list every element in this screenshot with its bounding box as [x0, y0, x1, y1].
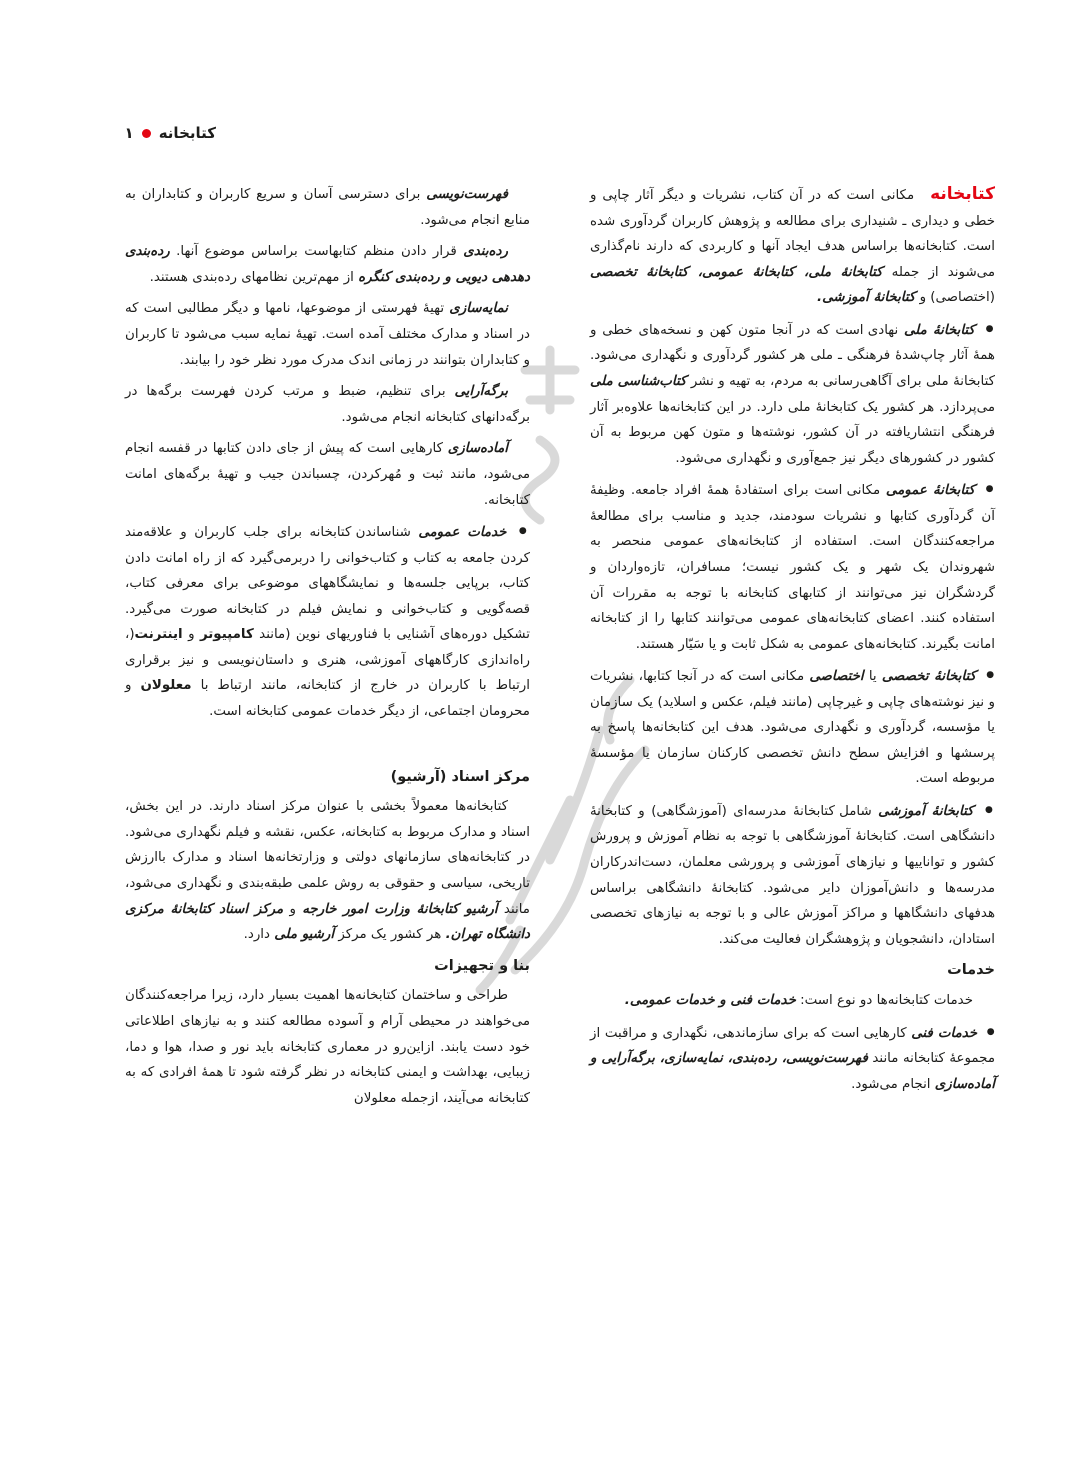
- special-library-paragraph: ● کتابخانهٔ تخصصی یا اختصاصی مکانی است که در آنجا کتابها، نشریات و نیز نوشته‌های چاپی و غیرچاپی (مانند فیلم، عکس و اسلاید) یک سازمان یا مؤسسه، گردآوری و نگهداری می‌شود. هدف این کتابخانه‌ها پاسخ به پرسشها و افزایش سطح دانش تخصصی کارکنان سازمان یا مؤسسهٔ مربوطه است.: [590, 663, 995, 792]
- classification-paragraph: رده‌بندی قرار دادن منظم کتابهاست براساس موضوع آنها. رده‌بندی دهدهی دیویی و رده‌بندی کنگره از مهم‌ترین نظامهای رده‌بندی هستند.: [125, 244, 530, 285]
- national-library-paragraph: ● کتابخانهٔ ملی نهادی است که در آنجا متون کهن و نسخه‌های خطی و همهٔ آثار چاپ‌شدهٔ فرهنگی ـ ملی هر کشور گردآوری و نگهداری می‌شود. کتابخانهٔ ملی برای آگاهی‌رسانی به مردم، به تهیه و نشر کتاب‌شناسی ملی می‌پردازد. هر کشور یک کتابخانهٔ ملی دارد. در این کتابخانه‌ها علاوه‌بر آثار فرهنگی انتشاریافته در آن کشور، نوشته‌ها و متون کهن مربوط به آن کشور در کشورهای دیگر نیز جمع‌آوری و نگهداری می‌شود.: [590, 317, 995, 471]
- technical-services-paragraph: ● خدمات فنی کارهایی است که برای سازماندهی، نگهداری و مراقبت از مجموعهٔ کتابخانه مانند فهرست‌نویسی، رده‌بندی، نمایه‌سازی، برگه‌آرایی و آماده‌سازی انجام می‌شود.: [590, 1020, 995, 1098]
- indexing-paragraph: نمایه‌سازی تهیهٔ فهرستی از موضوعها، نامها و دیگر مطالبی است که در اسناد و مدارک مختلف آمده است. تهیهٔ نمایه سبب می‌شود تا کاربران و کتابداران بتوانند در زمانی اندک مدرک مورد نظر خود را بیابند.: [125, 301, 530, 368]
- card-filing-paragraph: برگه‌آرایی برای تنظیم، ضبط و مرتب کردن فهرست برگه‌ها در برگه‌دانهای کتابخانه انجام می‌شود.: [125, 384, 530, 425]
- header-title: کتابخانه: [158, 124, 216, 142]
- archive-heading: مرکز اسناد (آرشیو): [390, 768, 530, 785]
- public-services-paragraph: ● خدمات عمومی شناساندن کتابخانه برای جلب کاربران و علاقه‌مند کردن جامعه به کتاب و کتاب‌خوانی را دربرمی‌گیرد که از راه امانت دادن کتاب، برپایی جلسه‌ها و نمایشگاههای موضوعی برای معرفی کتاب، قصه‌گویی و کتاب‌خوانی و نمایش فیلم در کتابخانه صورت می‌گیرد. تشکیل دوره‌های آشنایی با فناوریهای نوین (مانند کامپیوتر و اینترنت(، راه‌اندازی کارگاههای آموزشی، هنری و داستان‌نویسی و نیز برقراری ارتباط با کاربران در خارج از کتابخانه، مانند ارتباط با معلولان و محرومان اجتماعی، از دیگر خدمات عمومی کتابخانه است.: [125, 519, 530, 725]
- services-paragraph: خدمات کتابخانه‌ها دو نوع است: خدمات فنی و خدمات عمومی.: [624, 993, 973, 1008]
- educational-library-paragraph: ● کتابخانهٔ آموزشی شامل کتابخانهٔ مدرسه‌ای (آموزشگاهی) و کتابخانهٔ دانشگاهی است. کتابخانهٔ آموزشگاهی با توجه به نظام آموزش و پرورش کشور و تواناییها و نیازهای آموزشی و پرورشی معلمان، دست‌اندرکاران مدرسه‌ها و دانش‌آموزان دایر می‌شود. کتابخانهٔ دانشگاهی براساس هدفهای دانشگاهها و مراکز آموزش عالی و با توجه به نیازهای تخصصی استادان، دانشجویان و پژوهشگران فعالیت می‌کند.: [590, 798, 995, 952]
- public-library-paragraph: ● کتابخانهٔ عمومی مکانی است برای استفادهٔ همهٔ افراد جامعه. وظیفهٔ آن گردآوری کتابها و نشریات سودمند، جدید و مناسب برای مطالعهٔ مراجعه‌کنندگان است. استفاده از کتابخانه‌های عمومی منحصر به شهروندان یک شهر و یک کشور نیست؛ مسافران، تازه‌واردان و گردشگران نیز می‌توانند از کتابهای کتابخانه با توجه به مقررات آن استفاده کنند. اعضای کتابخانه‌های عمومی می‌توانند کتابها را از کتابخانه امانت بگیرند. کتابخانه‌های عمومی به شکل ثابت و یا سَیّار هستند.: [590, 477, 995, 657]
- right-column: [590, 182, 995, 1103]
- building-paragraph: طراحی و ساختمان کتابخانه‌ها اهمیت بسیار دارد، زیرا مراجعه‌کنندگان می‌خواهند در محیطی آرام و آسوده مطالعه کنند و به نیازهای اطلاعاتی خود دست یابند. ازاین‌رو در معماری کتابخانه باید نور و صدا، هوا و دما، زیبایی، بهداشت و ایمنی کتابخانه در نظر گرفته شود تا همهٔ افرادی که به کتابخانه می‌آیند، ازجمله معلولان: [125, 988, 530, 1106]
- page-number: ۱: [124, 124, 134, 142]
- preparation-paragraph: آماده‌سازی کارهایی است که پیش از جای دادن کتابها در قفسه انجام می‌شود، مانند ثبت و مُهرکردن، چسباندن جیب و تهیهٔ برگه‌های امانت کتابخانه.: [125, 441, 530, 508]
- header-dot-icon: [142, 129, 151, 138]
- page-header: [125, 124, 216, 142]
- intro-title: کتابخانه: [930, 184, 995, 204]
- archive-paragraph: کتابخانه‌ها معمولاً بخشی با عنوان مرکز اسناد دارند. در این بخش، اسناد و مدارک مربوط به کتابخانه، عکس، نقشه و فیلم نگهداری می‌شود. در کتابخانه‌های سازمانهای دولتی و وزارتخانه‌ها اسناد و مدارک باارزش تاریخی، سیاسی و حقوقی به روش علمی طبقه‌بندی و نگهداری می‌شود، مانند آرشیو کتابخانهٔ وزارت امور خارجه و مرکز اسناد کتابخانهٔ مرکزی دانشگاه تهران. هر کشور یک مرکز آرشیو ملی دارد.: [125, 799, 530, 943]
- services-heading: خدمات: [947, 962, 995, 979]
- intro-paragraph: کتابخانه مکانی است که در آن کتاب، نشریات و دیگر آثار چاپی و خطی و دیداری ـ شنیداری برای مطالعه و پژوهش کاربران گردآوری شده است. کتابخانه‌ها براساس هدف ایجاد آنها و کاربردی که دارند نام‌گذاری می‌شوند از جمله کتابخانهٔ ملی، کتابخانهٔ عمومی، کتابخانهٔ تخصصی (اختصاصی) و کتابخانهٔ آموزشی.: [590, 184, 996, 306]
- left-column: [125, 182, 530, 1117]
- cataloging-paragraph: فهرست‌نویسی برای دسترسی آسان و سریع کاربران و کتابداران به منابع انجام می‌شود.: [125, 187, 530, 228]
- building-heading: بنا و تجهیزات: [434, 957, 530, 974]
